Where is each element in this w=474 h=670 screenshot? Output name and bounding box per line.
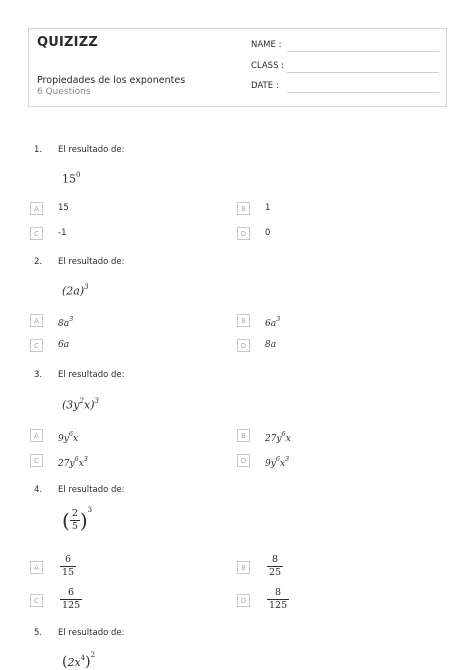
option-letter: C [30,339,43,352]
question-number: 1. [34,145,43,155]
question-count: 6 Questions [37,87,91,97]
expr-base: (2a) [62,284,85,298]
question-number: 5. [34,628,43,638]
class-label: CLASS : [251,61,285,71]
expr-exponent: 3 [84,283,89,291]
question-number: 4. [34,485,43,495]
option-fraction [267,587,289,612]
option-letter: A [30,314,43,327]
term-a: 27y [58,459,75,469]
option-letter: C [30,454,43,467]
expr-open: (3y [62,398,80,412]
quizizz-logo: QUIZIZZ [37,35,98,50]
question-text: El resultado de: [58,257,125,267]
option-value: -1 [58,228,67,238]
term-a-exponent: 6 [68,430,73,438]
question-number: 2. [34,257,43,267]
fraction-numerator: 8 [275,587,282,598]
name-label: NAME : [251,40,282,50]
term-a: 9y [58,434,69,444]
fraction-denominator: 25 [269,567,282,578]
option-coef: 6a [265,319,277,329]
expr-exponent: 0 [76,171,81,179]
question-4-expression: ( $\frac{2}{5}$ )$^3$ [62,506,93,533]
expr-mid: x) [83,398,95,412]
option-value: 8a [265,340,277,350]
option-value [58,429,78,446]
worksheet-title: Propiedades de los exponentes [37,75,186,86]
term-a-exponent: 6 [74,455,79,463]
question-text: El resultado de: [58,485,125,495]
fraction-numerator: 6 [65,554,72,565]
option-letter: C [30,594,43,607]
option-value: 0 [265,228,271,238]
term-b: x [78,459,84,469]
option-letter: A [30,202,43,215]
term-b: x [285,434,291,444]
option-letter: B [237,561,250,574]
expr-base: 15 [62,172,76,186]
expr-numerator-exponent: 4 [80,654,86,663]
option-value [60,587,82,613]
option-value [267,554,283,580]
option-value [60,554,76,580]
fraction-denominator: 125 [62,600,81,611]
expr-exponent: 2 [90,651,96,660]
option-letter: B [237,429,250,442]
worksheet-header [28,28,447,107]
expr-inner-exponent: 2 [79,397,84,405]
date-field[interactable] [251,81,439,95]
option-exponent: 3 [69,315,74,323]
question-text: El resultado de: [58,370,125,380]
option-value [58,314,73,331]
fraction-denominator: 5 [71,521,78,532]
option-letter: A [30,561,43,574]
fraction-denominator: 15 [62,567,75,578]
option-letter: D [237,339,250,352]
option-letter: D [237,594,250,607]
question-text: El resultado de: [58,628,125,638]
option-value [265,454,289,471]
question-number: 3. [34,370,43,380]
question-text: El resultado de: [58,145,125,155]
option-value [265,429,291,446]
term-a-exponent: 6 [281,430,286,438]
option-letter: B [237,314,250,327]
option-letter: C [30,227,43,240]
question-5-expression: $(2x^4)^2$ [62,651,96,670]
expr-exponent: 3 [94,397,99,405]
option-fraction [267,554,283,579]
option-fraction [60,587,82,612]
option-value [58,454,88,471]
fraction-numerator: 8 [272,554,279,565]
option-letter: D [237,454,250,467]
expr-fraction [70,508,80,533]
option-value [267,587,289,613]
term-b-exponent: 3 [285,455,290,463]
question-2-expression [62,284,89,298]
class-line [287,72,439,73]
name-field[interactable] [251,40,439,54]
option-value: 6a [58,340,70,350]
expr-exponent: 3 [87,506,93,514]
option-letter: B [237,202,250,215]
option-fraction [60,554,76,579]
term-a: 27y [265,434,282,444]
fraction-numerator: 2 [71,508,78,519]
date-label: DATE : [251,81,279,91]
expr-numerator: 2x [67,656,81,669]
option-exponent: 3 [276,315,281,323]
date-line [287,92,439,93]
question-3-expression [62,398,99,412]
option-coef: 8a [58,319,70,329]
term-b: x [279,459,286,469]
term-b: x [72,434,79,444]
option-value: 15 [58,203,69,213]
option-letter: A [30,429,43,442]
class-field[interactable] [251,61,439,75]
fraction-denominator: 125 [269,600,288,611]
term-a-exponent: 6 [275,455,280,463]
term-b-exponent: 3 [83,455,88,463]
question-1-expression [62,172,80,186]
option-value [265,314,280,331]
option-value: 1 [265,203,271,213]
term-a: 9y [265,459,276,469]
name-line [287,51,439,52]
fraction-numerator: 6 [68,587,75,598]
option-letter: D [237,227,250,240]
